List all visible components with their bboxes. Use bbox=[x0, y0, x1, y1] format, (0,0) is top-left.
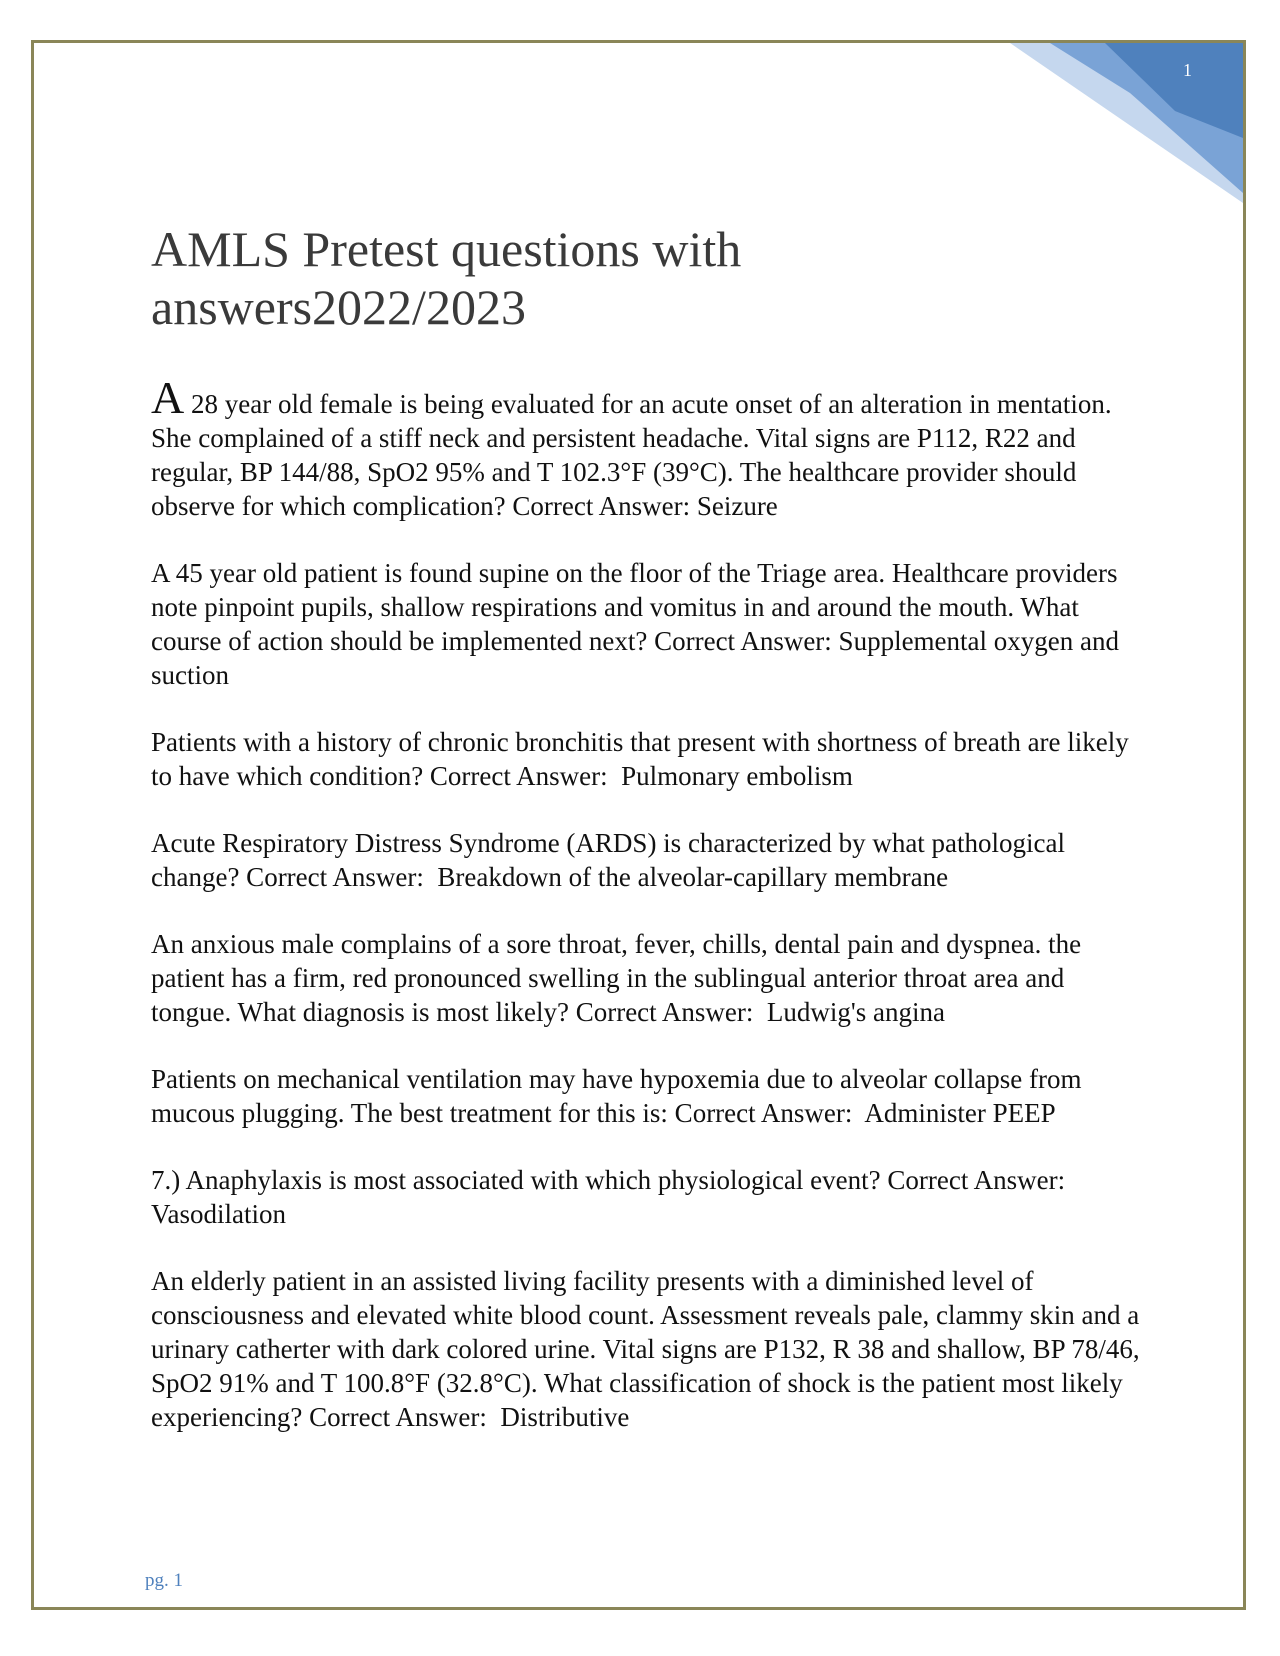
question-item: An anxious male complains of a sore throat, fever, chills, dental pain and dyspnea. the patient has a firm, red pronounced swelling in the sublingual anterior throat area and tongue. What diagnosis is most likely? Correct Answer: Ludwig's angina bbox=[151, 929, 1088, 1027]
question-text: 28 year old female is being evaluated for an acute onset of an alteration in mentation. She complained of a stiff neck and persistent headache. Vital signs are P112, R22 and regular, BP 144/88, SpO2 95% and T 102.3°F (39°C). The healthcare provider should observe for which complication? Correct Answer: Seizure bbox=[151, 389, 1119, 521]
document-body bbox=[151, 372, 1151, 1467]
footer-page-label: pg. 1 bbox=[145, 1570, 183, 1591]
question-item: A 45 year old patient is found supine on the floor of the Triage area. Healthcare providers note pinpoint pupils, shallow respirations and vomitus in and around the mouth. What course of action should be implemented next? Correct Answer: Supplemental oxygen and suction bbox=[151, 558, 1126, 690]
title-line-2: answers2022/2023 bbox=[151, 279, 526, 335]
corner-decoration bbox=[1010, 43, 1243, 203]
question-item: Patients with a history of chronic bronchitis that present with shortness of breath are likely to have which condition? Correct Answer: Pulmonary embolism bbox=[151, 727, 1136, 791]
title-line-1: AMLS Pretest questions with bbox=[151, 221, 742, 277]
drop-cap: A bbox=[151, 372, 185, 423]
question-item: Patients on mechanical ventilation may have hypoxemia due to alveolar collapse from mucous plugging. The best treatment for this is: Correct Answer: Administer PEEP bbox=[151, 1064, 1089, 1128]
question-item: An elderly patient in an assisted living facility presents with a diminished level of consciousness and elevated white blood count. Assessment reveals pale, clammy skin and a urinary catherter with dark colored urine. Vital signs are P132, R 38 and shallow, BP 78/46, SpO2 91% and T 100.8°F (32.8°C). What classification of shock is the patient most likely experiencing? Correct Answer: Distributive bbox=[151, 1266, 1147, 1432]
page-number: 1 bbox=[1183, 60, 1192, 80]
question-item: 7.) Anaphylaxis is most associated with which physiological event? Correct Answer: Vasodilation bbox=[151, 1165, 1079, 1229]
question-item: Acute Respiratory Distress Syndrome (ARDS) is characterized by what pathological change? Correct Answer: Breakdown of the alveolar-capillary membrane bbox=[151, 828, 1072, 892]
document-title bbox=[151, 220, 1051, 336]
question-item bbox=[151, 372, 1151, 523]
